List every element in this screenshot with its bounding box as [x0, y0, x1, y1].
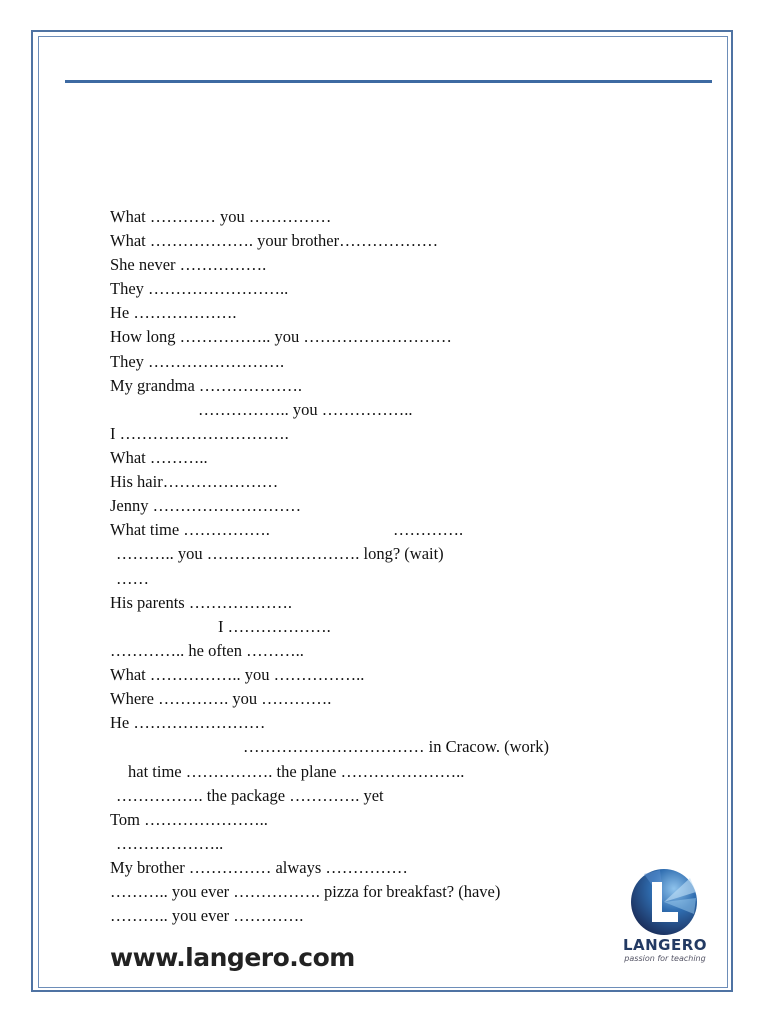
exercise-line: I ………………………….	[110, 424, 289, 443]
exercise-line: His parents ……………….	[110, 593, 292, 612]
website-link[interactable]: www.langero.com	[110, 943, 355, 972]
exercise-line: ……	[116, 569, 149, 588]
exercise-line: ……….. you ever ………….	[110, 906, 304, 925]
exercise-line: Jenny ………………………	[110, 496, 302, 515]
exercise-line: ……….. you ever ……………. pizza for breakfast? (have)	[110, 882, 501, 901]
exercise-line: Where …………. you ………….	[110, 689, 332, 708]
exercise-line: I ……………….	[218, 617, 331, 636]
exercise-line: ……….. you ………………………. long? (wait)	[116, 544, 444, 563]
exercise-line: My brother …………… always ……………	[110, 858, 408, 877]
exercise-line: He ……………………	[110, 713, 266, 732]
exercise-line: ………………..	[116, 834, 224, 853]
exercise-line: ……………. the package …………. yet	[116, 786, 384, 805]
exercise-line: My grandma ……………….	[110, 376, 303, 395]
exercise-line: What ………………. your brother………………	[110, 231, 439, 250]
exercise-line: …………….. you ……………..	[198, 400, 413, 419]
logo-name: LANGERO	[622, 936, 708, 954]
exercise-line: His hair…………………	[110, 472, 279, 491]
exercise-line: …………………………… in Cracow. (work)	[243, 737, 549, 756]
exercise-line: She never …………….	[110, 255, 267, 274]
exercise-line: Tom …………………..	[110, 810, 268, 829]
exercise-line: What ………… you ……………	[110, 207, 332, 226]
exercise-line: They ……………………..	[110, 279, 289, 298]
exercise-line: How long …………….. you ………………………	[110, 327, 452, 346]
exercise-line: They …………………….	[110, 352, 285, 371]
exercise-line: What time …………….	[110, 520, 270, 539]
exercise-line: What ………..	[110, 448, 208, 467]
exercise-line: hat time ……………. the plane …………………..	[128, 762, 465, 781]
logo-tagline: passion for teaching	[624, 954, 706, 963]
header-rule	[65, 80, 712, 83]
exercise-line: He ……………….	[110, 303, 237, 322]
exercise-line: ………….	[393, 520, 464, 539]
exercise-line: What …………….. you ……………..	[110, 665, 365, 684]
exercise-line: ………….. he often ………..	[110, 641, 304, 660]
langero-l-logo-icon	[630, 868, 698, 936]
